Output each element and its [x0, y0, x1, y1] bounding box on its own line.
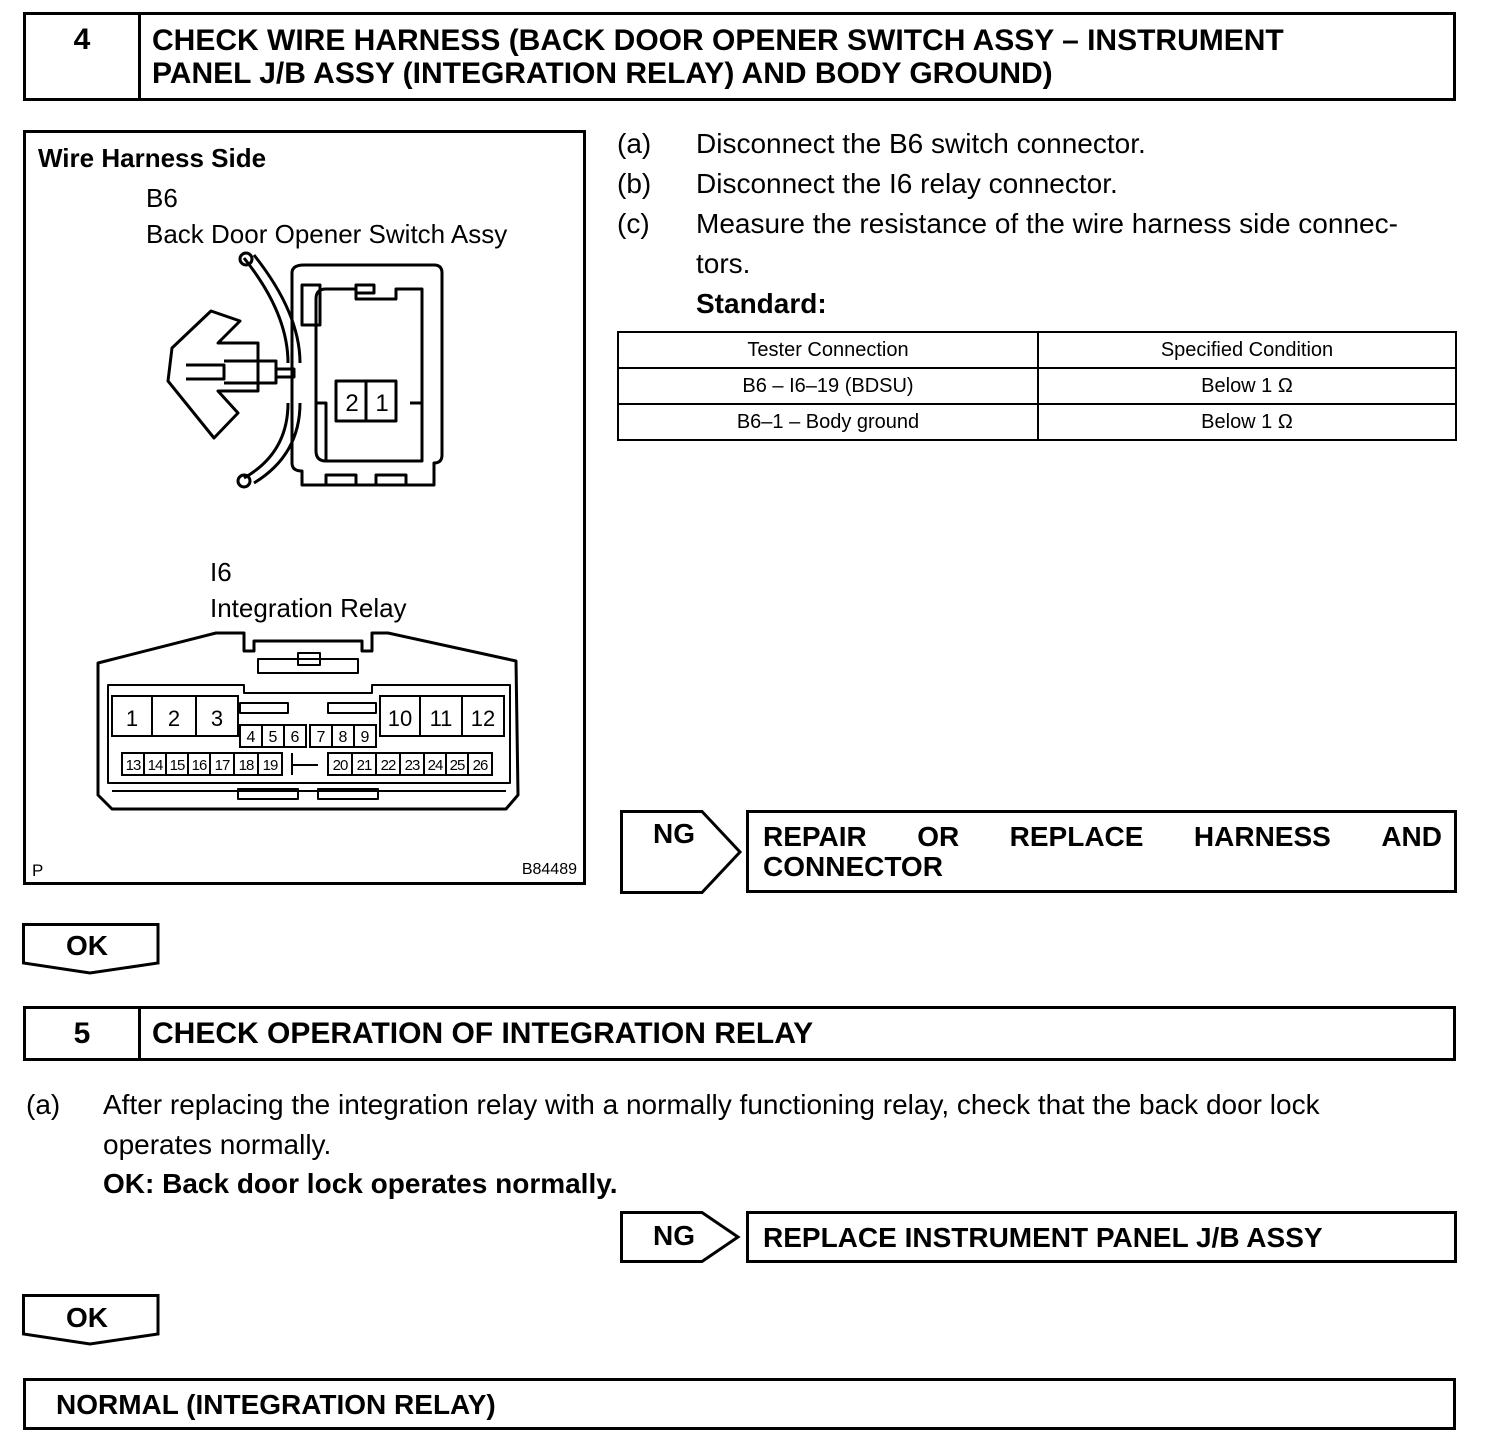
final-result-box: [23, 1378, 1456, 1430]
i6-pin-11: 11: [429, 706, 453, 731]
step-4-title-line-2: PANEL J/B ASSY (INTEGRATION RELAY) AND BODY GROUND): [152, 57, 1053, 90]
i6-pin-2: 2: [167, 706, 181, 731]
i6-pin-7: 7: [316, 729, 326, 746]
ng-result-line-2: CONNECTOR: [763, 851, 943, 882]
step-5-instruction-line-1: After replacing the integration relay with a normally functioning relay, check that the back door lock: [103, 1089, 1320, 1120]
wire-harness-figure: [23, 130, 586, 885]
i6-pin-23: 23: [404, 757, 420, 774]
table-cell: Below 1 Ω: [1038, 368, 1456, 404]
i6-pin-13: 13: [125, 757, 141, 774]
spec-table: [617, 331, 1457, 441]
final-result-text: NORMAL (INTEGRATION RELAY): [56, 1389, 496, 1420]
ng-result-word: HARNESS: [1193, 821, 1331, 852]
ng-result-word: REPAIR: [763, 821, 867, 852]
table-cell: B6–1 – Body ground: [618, 404, 1038, 440]
i6-pin-22: 22: [380, 757, 396, 774]
i6-pin-24: 24: [427, 757, 443, 774]
i6-pin-25: 25: [449, 757, 465, 774]
step-5-title: CHECK OPERATION OF INTEGRATION RELAY: [152, 1017, 814, 1050]
step-divider: [138, 15, 141, 98]
i6-pin-26: 26: [472, 757, 488, 774]
ok-label-1: OK: [66, 930, 108, 961]
ng-result-word: REPLACE: [1009, 821, 1144, 852]
i6-pin-16: 16: [191, 757, 207, 774]
table-cell: Below 1 Ω: [1038, 404, 1456, 440]
i6-pin-5: 5: [268, 729, 278, 746]
step-5-ok-criteria: OK: Back door lock operates normally.: [103, 1168, 618, 1199]
instruction-c-label: (c): [617, 208, 650, 239]
standard-label: Standard:: [696, 288, 827, 319]
ng-result-word: OR: [917, 821, 960, 852]
i6-pin-14: 14: [147, 757, 163, 774]
step-5-instruction-label: (a): [26, 1089, 61, 1120]
i6-pin-18: 18: [238, 757, 254, 774]
step-4-header: [23, 12, 1456, 101]
i6-connector-name: Integration Relay: [210, 593, 407, 623]
instruction-a-label: (a): [617, 128, 652, 159]
table-header-cell: Specified Condition: [1038, 332, 1456, 368]
i6-pin-6: 6: [290, 729, 300, 746]
ng-label-2: NG: [653, 1220, 695, 1251]
step-4-title-line-1: CHECK WIRE HARNESS (BACK DOOR OPENER SWITCH ASSY – INSTRUMENT: [152, 24, 1284, 57]
table-header-row: [618, 332, 1456, 368]
instruction-b-label: (b): [617, 168, 652, 199]
i6-connector-drawing: [26, 133, 589, 888]
i6-pin-19: 19: [262, 757, 278, 774]
table-row: [618, 404, 1456, 440]
ng-result-text-2: REPLACE INSTRUMENT PANEL J/B ASSY: [763, 1222, 1323, 1253]
instruction-b-text: Disconnect the I6 relay connector.: [696, 168, 1118, 199]
table-row: [618, 368, 1456, 404]
i6-pin-9: 9: [360, 729, 370, 746]
i6-pin-3: 3: [210, 706, 224, 731]
i6-pin-20: 20: [332, 757, 348, 774]
figure-code: B84489: [521, 861, 577, 878]
step-5-number: 5: [73, 1017, 91, 1050]
figure-corner-letter: P: [32, 861, 44, 880]
table-cell: B6 – I6–19 (BDSU): [618, 368, 1038, 404]
step-5-instruction-line-2: operates normally.: [103, 1129, 332, 1160]
instruction-c-text-line-2: tors.: [696, 248, 751, 279]
figure-heading: Wire Harness Side: [38, 143, 267, 173]
step-divider: [138, 1009, 141, 1058]
i6-pin-4: 4: [246, 729, 256, 746]
i6-pin-8: 8: [338, 729, 348, 746]
i6-pin-10: 10: [387, 706, 413, 731]
ng-result-line-1: [763, 821, 1442, 852]
step-4-number: 4: [73, 23, 91, 56]
i6-pin-21: 21: [356, 757, 372, 774]
i6-pin-12: 12: [470, 706, 496, 731]
b6-pin-1: 1: [375, 390, 389, 417]
b6-connector-code: B6: [146, 183, 178, 213]
i6-connector-code: I6: [210, 557, 232, 587]
ng-result-box-2: [746, 1211, 1457, 1263]
b6-pin-2: 2: [345, 390, 359, 417]
ok-label-2: OK: [66, 1302, 108, 1333]
ng-label-1: NG: [653, 818, 695, 849]
i6-pin-17: 17: [214, 757, 230, 774]
b6-connector-name: Back Door Opener Switch Assy: [146, 219, 508, 249]
ng-result-word: AND: [1381, 821, 1442, 852]
instruction-a-text: Disconnect the B6 switch connector.: [696, 128, 1146, 159]
step-5-header: [23, 1006, 1456, 1061]
ng-result-box-1: [746, 810, 1457, 893]
instruction-c-text-line-1: Measure the resistance of the wire harness side connec-: [696, 208, 1398, 239]
i6-pin-1: 1: [125, 706, 139, 731]
i6-pin-15: 15: [169, 757, 185, 774]
table-header-cell: Tester Connection: [618, 332, 1038, 368]
